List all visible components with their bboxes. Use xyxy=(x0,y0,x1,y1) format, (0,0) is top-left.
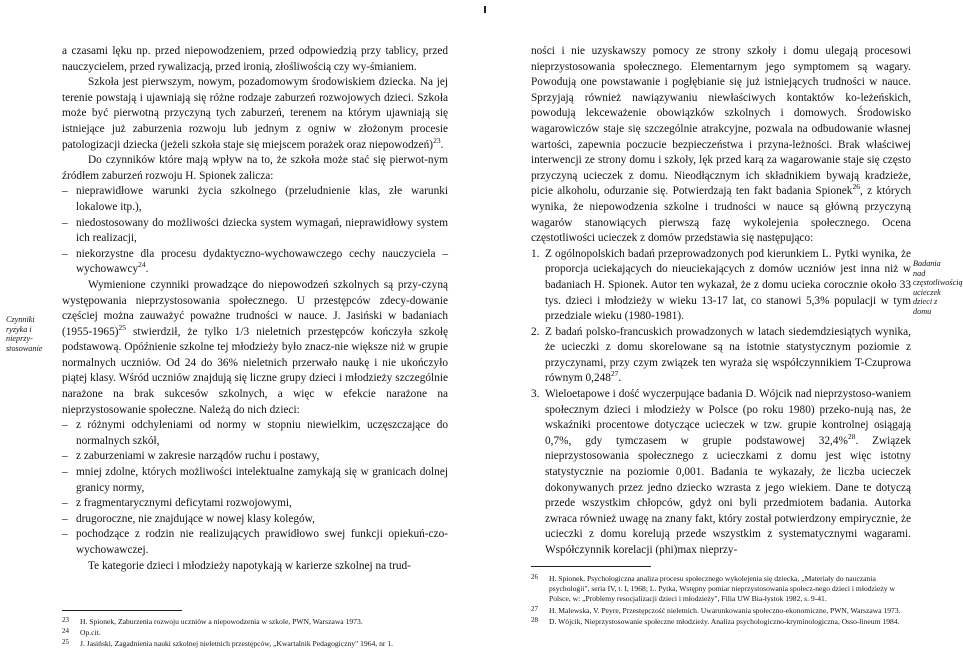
left-body-text xyxy=(62,44,448,574)
footnote: 28 D. Wójcik, Nieprzystosowanie społeczne młodzieży. Analiza psychologiczno-kryminologiczna, Osso-lineum 1984. xyxy=(531,615,900,626)
footnote: 23 H. Spionek, Zaburzenia rozwoju uczniów a niepowodzenia w szkole, PWN, Warszawa 1973. xyxy=(62,616,363,626)
footnote-ref[interactable]: 25 xyxy=(118,322,126,332)
list-item: – pochodzące z rodzin nie realizujących prawidłowo swej funkcji opiekuń-czo-wychowawczej. xyxy=(62,527,448,558)
paragraph-4: Wymienione czynniki prowadzące do niepowodzeń szkolnych są przy-czyną występowania nieprzystosowania społecznego. U przestępców zdecy-dowanie częściej można zauważyć poważne trudności w nauce. J. Jasiński w badaniach (1955-1965)$^{25}$ stwierdził, że tylko 1/3 nieletnich przestępców kończyła szkołę podstawową. Opóźnienie szkolne tej młodzieży było znacz-nie większe niż w grupie normalnych uczniów. Od 24 do 36% nieletnich przerwało naukę i nie ukończyło piątej klasy. Wśród uczniów znajdują się liczne grupy dzieci i młodzieży szczególnie narażone na brak sukcesów szkolnych, a więc w efekcie narażone na nieprzystosowanie społeczne. Należą do nich dzieci: xyxy=(62,278,448,416)
footnote: 27 H. Malewska, V. Peyre, Przestępczość nieletnich. Uwarunkowania społeczno-ekonomiczne, PWN, Warszawa 1973. xyxy=(531,604,901,615)
footnote-divider xyxy=(531,566,651,567)
footnote-ref[interactable]: 26 xyxy=(852,182,860,192)
right-footnotes xyxy=(531,574,911,628)
list-item: 2. Z badań polsko-francuskich prowadzonych w latach siedemdziesiątych wynika, że ucieczki z domu skorelowane są na istotnie statystycznym poziomie z przyczynami, przy czym związek ten wyraża się współczynnikiem T-Czuprowa równym 0,248$^{27}$. xyxy=(531,325,911,385)
paragraph-1: a czasami lęku np. przed niepowodzeniem, przed odpowiedzią przy tablicy, przed nauczycielem, przed rywalizacją, przed ironią, złośliwością czy wy-śmianiem. xyxy=(62,45,448,73)
list-item: – drugoroczne, nie znajdujące w nowej klasy kolegów, xyxy=(62,512,448,528)
paragraph-2: Szkoła jest pierwszym, nowym, pozadomowym środowiskiem dziecka. Na jej terenie powstają i ujawniają się różne rodzaje zaburzeń rozwojowych dzieci. Szkoła może być pierwotną przyczyną tych zaburzeń, terenem na którym ujawniają się istniejące już zaburzenia rozwoju lub jednym z ogniw w złożonym procesie patologizacji dziecka (jeżeli szkoła staje się miejscem porażek oraz niepowodzeń)$^{23}$. xyxy=(62,76,448,151)
risk-groups-list xyxy=(62,418,448,558)
footnote-ref[interactable]: 28 xyxy=(847,432,856,442)
right-body-text xyxy=(531,44,911,559)
list-item: – z różnymi odchyleniami od normy w stopniu niewielkim, uczęszczające do normalnych szkół, xyxy=(62,418,448,449)
footnote-ref[interactable]: 27 xyxy=(610,369,619,379)
footnote-divider xyxy=(62,610,182,611)
paragraph-1: ności i nie uzyskawszy pomocy ze strony szkoły i domu ulegają procesowi nieprzystosowania społecznego. Elementarnym jego symptomem są wagary. Powodują one powstawanie i pogłębianie się już istniejących trudności w nauce. Sprzyjają również nawiązywaniu niewłaściwych kontaktów ko-leżeńskich, powodują lekceważenie obowiązków szkolnych i domowych. Środowisko wagarowiczów staje się szczególnie atrakcyjne, pozwala na odbudowanie własnej wartości, zapewnia poczucie bezpieczeństwa i przyna-leżności. Brak właściwej interwencji ze strony domu i szkoły, lęk przed karą za wagarowanie staje się często przyczyną ucieczek z domu. Nieodłącznym ich składnikiem bywają kradzieże, picie alkoholu, odurzanie się. Potwierdzają ten fakt badania Spionek$^{26}$, z których wynika, że niepowodzenia szkolne i trudności w nauce są główną przyczyną wagarów stanowiących pierwszą fazę wykolejenia społecznego. Ocena częstotliwości ucieczek z domów przedstawia się następująco: xyxy=(531,45,912,245)
right-margin-note: Badania nad częstotliwością ucieczek dzieci z domu xyxy=(913,259,963,316)
left-footnotes xyxy=(62,617,448,651)
list-item: 1. Z ogólnopolskich badań przeprowadzonych pod kierunkiem L. Pytki wynika, że proporcja uciekających do nieuciekających z domów uczniów jest inna niż w badaniach H. Spionek. Autor ten wykazał, że z domu ucieka corocznie około 33 tys. dzieci i młodzieży w wieku 13-17 lat, co stanowi 5,3% populacji w tym przedziale wieku (1980-1981). xyxy=(531,247,911,323)
footnote-number: 26 xyxy=(531,573,538,581)
footnote-ref[interactable]: 24 xyxy=(138,260,146,270)
list-item: – mniej zdolne, których możliwości intelektualne zamykają się w granicach dolnej granicy normy, xyxy=(62,465,448,496)
footnote-number: 27 xyxy=(531,604,538,613)
footnote-number: 28 xyxy=(531,615,538,624)
left-margin-note: Czynniki ryzyka i nieprzy-stosowanie xyxy=(6,315,43,353)
footnote: 26 H. Spionek, Psychologiczna analiza procesu społecznego wykolejenia się dziecka, „Materiały do nauczania psychologii", seria IV, t. I, 1968; L. Pytka, Wstępny pomiar nieprzystosowania społecz-nego dzieci i młodzieży w Polsce, w: „Problemy resocjalizacji dzieci i młodzieży", Filia UW Bia-łystok 1982, s. 9-41. xyxy=(531,573,895,604)
school-factors-list xyxy=(62,184,448,278)
list-item: 3. Wieloetapowe i dość wyczerpujące badania D. Wójcik nad nieprzystoso-waniem społecznym dzieci i młodzieży w Polsce (po roku 1980) przeko-nują nas, że wskaźniki procentowe dotyczące ucieczek w tzw. grupie kontrolnej osiągają 0,7%, gdy tymczasem w grupie podstawowej 32,4%$^{28}$. Związek nieprzystosowania społecznego z ucieczkami z domu jest więc istotny statystycznie na poziomie 0,001. Badania te wykazały, że liczba ucieczek dokonywanych przez jedno dziecko wzrasta z jego wiekiem. Dane te dotyczą przede wszystkim chłopców, gdyż oni byli przedmiotem badania. Autorka zwraca również uwagę na znany fakt, który został potwierdzony empirycznie, że ucieczki z domu korelują przede wszystkim z systematycznymi wagarami. Współczynnik korelacji (phi)max nieprzy- xyxy=(531,388,911,556)
footnote-number: 25 xyxy=(62,638,69,647)
list-item: – niedostosowany do możliwości dziecka system wymagań, nieprawidłowy system ich realizacji, xyxy=(62,216,448,247)
paragraph-3: Do czynników które mają wpływ na to, że szkoła może stać się pierwot-nym źródłem zaburzeń rozwoju H. Spionek zalicza: xyxy=(62,154,448,182)
list-item: – z fragmentarycznymi deficytami rozwojowymi, xyxy=(62,496,448,512)
footnote-number: 24 xyxy=(62,627,69,636)
right-page xyxy=(477,0,963,670)
footnote-ref[interactable]: 23 xyxy=(433,135,441,145)
footnote: 24 Op.cit. xyxy=(62,627,101,638)
footnote: 25 J. Jasiński, Zagadnienia nauki szkolnej nieletnich przestępców, „Kwartalnik Pedagogiczny" 1964, nr 1. xyxy=(62,638,394,649)
left-page xyxy=(0,0,470,670)
list-item: – niekorzystne dla procesu dydaktyczno-wychowawczego cechy nauczyciela – wychowawcy$^{24}$. xyxy=(62,247,448,278)
footnote-number: 23 xyxy=(62,616,69,624)
list-item: – z zaburzeniami w zakresie narządów ruchu i postawy, xyxy=(62,449,448,465)
list-item: – nieprawidłowe warunki życia szkolnego (przeludnienie klas, złe warunki lokalowe itp.), xyxy=(62,184,448,215)
findings-list xyxy=(531,247,911,559)
paragraph-5: Te kategorie dzieci i młodzieży napotykają w karierze szkolnej na trud- xyxy=(88,559,411,572)
